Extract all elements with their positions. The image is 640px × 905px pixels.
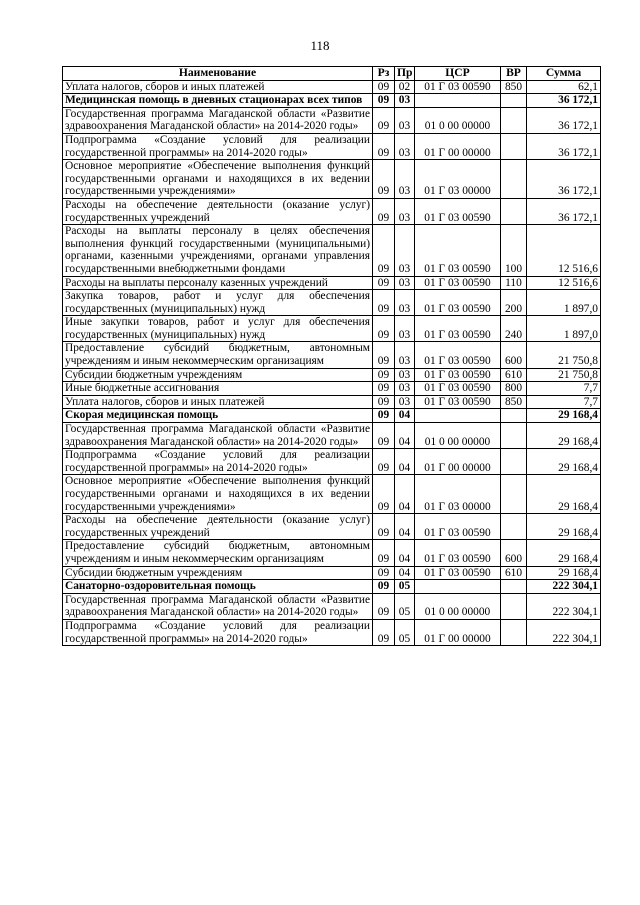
table-row (63, 107, 601, 133)
table-row (63, 368, 601, 382)
cell-vr: 850 (501, 80, 527, 94)
cell-pr: 03 (395, 107, 415, 133)
cell-pr: 03 (395, 316, 415, 342)
table-row (63, 423, 601, 449)
cell-name: Иные закупки товаров, работ и услуг для обеспечения государственных (муниципальных) нужд (63, 316, 373, 342)
cell-csr: 01 Г 03 00590 (415, 342, 501, 368)
table-row (63, 475, 601, 514)
cell-name: Основное мероприятие «Обеспечение выполнения функций государственными органами и находящихся в их ведении государственными учреждениями» (63, 475, 373, 514)
cell-rz: 09 (373, 225, 395, 276)
cell-name: Расходы на обеспечение деятельности (оказание услуг) государственных учреждений (63, 514, 373, 540)
cell-name: Государственная программа Магаданской области «Развитие здравоохранения Магаданской области» на 2014-2020 годы» (63, 593, 373, 619)
cell-pr: 04 (395, 540, 415, 566)
cell-sum: 36 172,1 (527, 198, 601, 224)
cell-sum: 29 168,4 (527, 449, 601, 475)
table-row (63, 395, 601, 409)
cell-pr: 04 (395, 514, 415, 540)
cell-name: Расходы на выплаты персоналу в целях обеспечения выполнения функций государственными (муниципальными) органами, казенными учреждениями, органами управления государственными внебюджетными фондами (63, 225, 373, 276)
cell-name: Иные бюджетные ассигнования (63, 382, 373, 396)
cell-name: Расходы на выплаты персоналу казенных учреждений (63, 276, 373, 290)
cell-sum: 36 172,1 (527, 160, 601, 199)
cell-vr: 600 (501, 342, 527, 368)
cell-sum: 1 897,0 (527, 316, 601, 342)
cell-pr: 05 (395, 593, 415, 619)
cell-sum: 7,7 (527, 382, 601, 396)
cell-rz: 09 (373, 290, 395, 316)
cell-rz: 09 (373, 133, 395, 159)
cell-rz: 09 (373, 368, 395, 382)
cell-csr: 01 0 00 00000 (415, 107, 501, 133)
table-row (63, 593, 601, 619)
cell-sum: 62,1 (527, 80, 601, 94)
header-name: Наименование (63, 67, 373, 81)
cell-vr (501, 107, 527, 133)
cell-rz: 09 (373, 540, 395, 566)
cell-rz: 09 (373, 160, 395, 199)
table-row (63, 619, 601, 645)
cell-vr (501, 133, 527, 159)
cell-sum: 1 897,0 (527, 290, 601, 316)
header-rz: Рз (373, 67, 395, 81)
cell-csr: 01 Г 03 00590 (415, 382, 501, 396)
cell-vr: 200 (501, 290, 527, 316)
header-sum: Сумма (527, 67, 601, 81)
cell-vr: 600 (501, 540, 527, 566)
cell-sum: 36 172,1 (527, 94, 601, 108)
cell-sum: 21 750,8 (527, 368, 601, 382)
cell-csr: 01 Г 03 00590 (415, 198, 501, 224)
table-row (63, 94, 601, 108)
cell-name: Уплата налогов, сборов и иных платежей (63, 395, 373, 409)
table-row (63, 80, 601, 94)
cell-vr: 800 (501, 382, 527, 396)
page-number: 118 (310, 38, 330, 53)
cell-pr: 03 (395, 94, 415, 108)
cell-name: Закупка товаров, работ и услуг для обеспечения государственных (муниципальных) нужд (63, 290, 373, 316)
cell-rz: 09 (373, 94, 395, 108)
cell-name: Подпрограмма «Создание условий для реализации государственной программы» на 2014-2020 годы» (63, 449, 373, 475)
cell-sum: 222 304,1 (527, 593, 601, 619)
cell-pr: 03 (395, 198, 415, 224)
cell-vr: 610 (501, 368, 527, 382)
cell-pr: 03 (395, 133, 415, 159)
cell-sum: 21 750,8 (527, 342, 601, 368)
cell-csr: 01 Г 00 00000 (415, 133, 501, 159)
cell-name: Государственная программа Магаданской области «Развитие здравоохранения Магаданской области» на 2014-2020 годы» (63, 107, 373, 133)
cell-vr (501, 423, 527, 449)
cell-csr: 01 Г 03 00000 (415, 475, 501, 514)
table-row (63, 133, 601, 159)
cell-rz: 09 (373, 395, 395, 409)
cell-csr (415, 94, 501, 108)
cell-pr: 02 (395, 80, 415, 94)
cell-vr (501, 514, 527, 540)
cell-name: Уплата налогов, сборов и иных платежей (63, 80, 373, 94)
cell-vr (501, 475, 527, 514)
cell-csr: 01 Г 03 00590 (415, 80, 501, 94)
cell-csr (415, 580, 501, 594)
cell-csr: 01 Г 03 00590 (415, 395, 501, 409)
cell-rz: 09 (373, 514, 395, 540)
cell-csr: 01 Г 03 00590 (415, 540, 501, 566)
cell-rz: 09 (373, 276, 395, 290)
cell-pr: 04 (395, 475, 415, 514)
cell-name: Медицинская помощь в дневных стационарах всех типов (63, 94, 373, 108)
table-row (63, 580, 601, 594)
cell-name: Субсидии бюджетным учреждениям (63, 368, 373, 382)
cell-vr (501, 619, 527, 645)
cell-csr: 01 Г 03 00590 (415, 276, 501, 290)
cell-pr: 03 (395, 225, 415, 276)
cell-rz: 09 (373, 580, 395, 594)
cell-vr (501, 94, 527, 108)
cell-sum: 222 304,1 (527, 580, 601, 594)
cell-vr: 610 (501, 566, 527, 580)
cell-sum: 29 168,4 (527, 540, 601, 566)
table-header-row (63, 67, 601, 81)
cell-pr: 03 (395, 160, 415, 199)
cell-csr (415, 409, 501, 423)
cell-csr: 01 0 00 00000 (415, 593, 501, 619)
cell-vr: 850 (501, 395, 527, 409)
cell-vr (501, 449, 527, 475)
header-pr: Пр (395, 67, 415, 81)
cell-sum: 29 168,4 (527, 409, 601, 423)
table-row (63, 409, 601, 423)
cell-vr (501, 198, 527, 224)
cell-rz: 09 (373, 316, 395, 342)
cell-name: Расходы на обеспечение деятельности (оказание услуг) государственных учреждений (63, 198, 373, 224)
cell-sum: 36 172,1 (527, 133, 601, 159)
cell-csr: 01 Г 00 00000 (415, 619, 501, 645)
table-row (63, 290, 601, 316)
cell-vr: 100 (501, 225, 527, 276)
cell-pr: 04 (395, 449, 415, 475)
cell-rz: 09 (373, 342, 395, 368)
cell-pr: 03 (395, 342, 415, 368)
cell-sum: 7,7 (527, 395, 601, 409)
cell-csr: 01 0 00 00000 (415, 423, 501, 449)
cell-rz: 09 (373, 475, 395, 514)
table-row (63, 449, 601, 475)
cell-pr: 03 (395, 395, 415, 409)
cell-rz: 09 (373, 409, 395, 423)
cell-sum: 36 172,1 (527, 107, 601, 133)
table-row (63, 225, 601, 276)
table-row (63, 316, 601, 342)
cell-name: Подпрограмма «Создание условий для реализации государственной программы» на 2014-2020 годы» (63, 133, 373, 159)
budget-table (62, 66, 601, 646)
cell-csr: 01 Г 03 00590 (415, 514, 501, 540)
cell-rz: 09 (373, 566, 395, 580)
cell-rz: 09 (373, 423, 395, 449)
cell-sum: 12 516,6 (527, 225, 601, 276)
cell-rz: 09 (373, 593, 395, 619)
cell-sum: 29 168,4 (527, 514, 601, 540)
cell-name: Основное мероприятие «Обеспечение выполнения функций государственными органами и находящихся в их ведении государственными учреждениями» (63, 160, 373, 199)
cell-sum: 29 168,4 (527, 423, 601, 449)
cell-rz: 09 (373, 107, 395, 133)
cell-sum: 12 516,6 (527, 276, 601, 290)
cell-name: Государственная программа Магаданской области «Развитие здравоохранения Магаданской области» на 2014-2020 годы» (63, 423, 373, 449)
table-row (63, 566, 601, 580)
cell-name: Предоставление субсидий бюджетным, автономным учреждениям и иным некоммерческим организациям (63, 342, 373, 368)
cell-pr: 04 (395, 566, 415, 580)
cell-pr: 03 (395, 290, 415, 316)
table-row (63, 276, 601, 290)
cell-pr: 03 (395, 276, 415, 290)
cell-sum: 29 168,4 (527, 566, 601, 580)
cell-vr (501, 593, 527, 619)
cell-csr: 01 Г 03 00590 (415, 316, 501, 342)
cell-pr: 03 (395, 368, 415, 382)
cell-sum: 29 168,4 (527, 475, 601, 514)
cell-name: Подпрограмма «Создание условий для реализации государственной программы» на 2014-2020 годы» (63, 619, 373, 645)
cell-vr (501, 409, 527, 423)
table-body (63, 80, 601, 646)
cell-vr: 110 (501, 276, 527, 290)
cell-csr: 01 Г 03 00590 (415, 368, 501, 382)
table-row (63, 160, 601, 199)
header-csr: ЦСР (415, 67, 501, 81)
cell-csr: 01 Г 03 00000 (415, 160, 501, 199)
header-vr: ВР (501, 67, 527, 81)
table-row (63, 382, 601, 396)
table-row (63, 540, 601, 566)
cell-name: Санаторно-оздоровительная помощь (63, 580, 373, 594)
cell-name: Предоставление субсидий бюджетным, автономным учреждениям и иным некоммерческим организациям (63, 540, 373, 566)
cell-csr: 01 Г 03 00590 (415, 566, 501, 580)
cell-vr (501, 160, 527, 199)
cell-rz: 09 (373, 80, 395, 94)
cell-vr (501, 580, 527, 594)
cell-name: Субсидии бюджетным учреждениям (63, 566, 373, 580)
cell-csr: 01 Г 03 00590 (415, 290, 501, 316)
table-row (63, 198, 601, 224)
table-row (63, 342, 601, 368)
cell-pr: 04 (395, 423, 415, 449)
cell-pr: 05 (395, 580, 415, 594)
cell-rz: 09 (373, 382, 395, 396)
cell-name: Скорая медицинская помощь (63, 409, 373, 423)
table-row (63, 514, 601, 540)
cell-pr: 04 (395, 409, 415, 423)
cell-csr: 01 Г 03 00590 (415, 225, 501, 276)
cell-vr: 240 (501, 316, 527, 342)
cell-sum: 222 304,1 (527, 619, 601, 645)
cell-pr: 05 (395, 619, 415, 645)
cell-pr: 03 (395, 382, 415, 396)
cell-rz: 09 (373, 619, 395, 645)
cell-rz: 09 (373, 198, 395, 224)
cell-rz: 09 (373, 449, 395, 475)
cell-csr: 01 Г 00 00000 (415, 449, 501, 475)
